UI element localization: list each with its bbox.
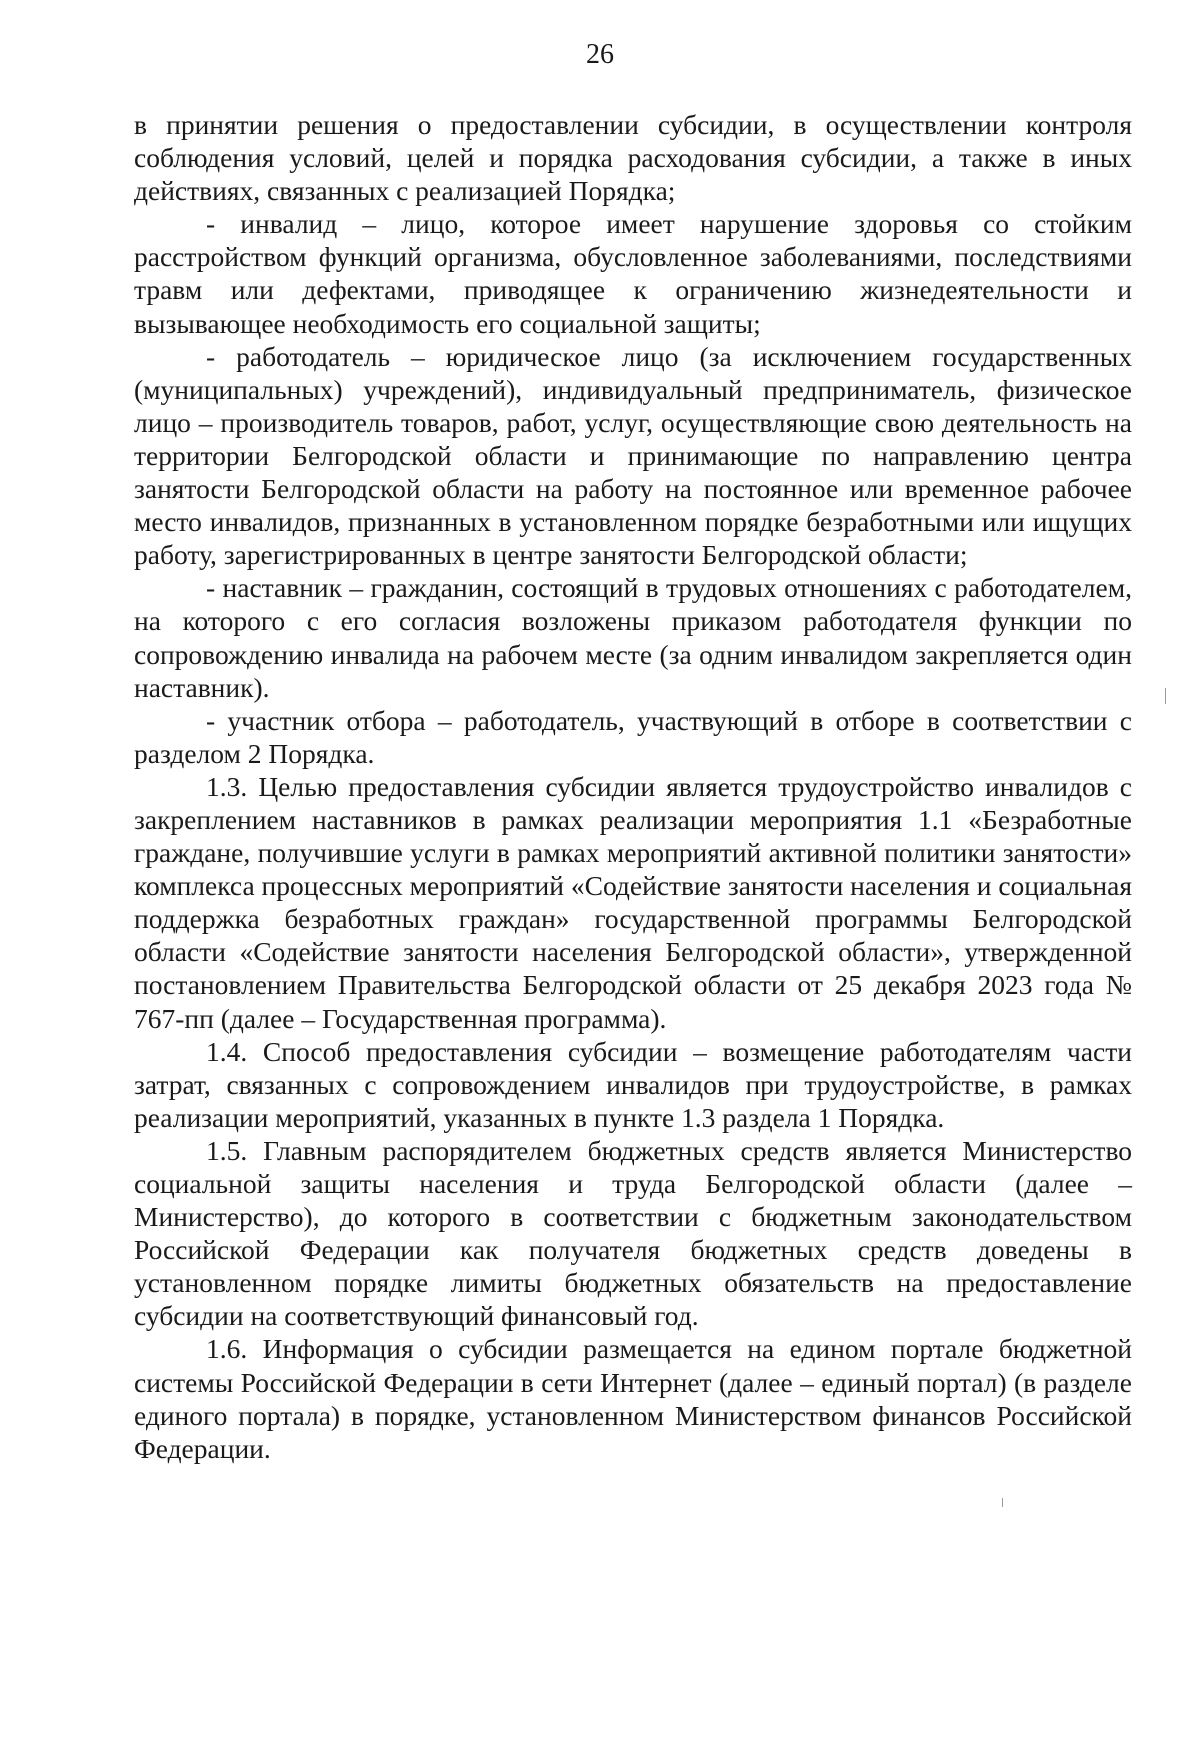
definition-selection-participant: - участник отбора – работодатель, участвующий в отборе в соответствии с разделом 2 Порядка.: [134, 704, 1132, 769]
clause-1-5: 1.5. Главным распорядителем бюджетных средств является Министерство социальной защиты населения и труда Белгородской области (далее – Министерство), до которого в соответствии с бюджетным законодательством Российской Федерации как получателя бюджетных средств доведены в установленном порядке лимиты бюджетных обязательств на предоставление субсидии на соответствующий финансовый год.: [134, 1134, 1132, 1332]
clause-1-3: 1.3. Целью предоставления субсидии является трудоустройство инвалидов с закреплением наставников в рамках реализации мероприятия 1.1 «Безработные граждане, получившие услуги в рамках мероприятий активной политики занятости» комплекса процессных мероприятий «Содействие занятости населения и социальная поддержка безработных граждан» государственной программы Белгородской области «Содействие занятости населения Белгородской области», утвержденной постановлением Правительства Белгородской области от 25 декабря 2023 года № 767-пп (далее – Государственная программа).: [134, 770, 1132, 1034]
definition-disabled-person: - инвалид – лицо, которое имеет нарушение здоровья со стойким расстройством функций организма, обусловленное заболеваниями, последствиями травм или дефектами, приводящее к ограничению жизнедеятельности и вызывающее необходимость его социальной защиты;: [134, 208, 1132, 339]
definition-employer: - работодатель – юридическое лицо (за исключением государственных (муниципальных) учреждений), индивидуальный предприниматель, физическое лицо – производитель товаров, работ, услуг, осуществляющие свою деятельность на территории Белгородской области и принимающие по направлению центра занятости Белгородской области на работу на постоянное или временное рабочее место инвалидов, признанных в установленном порядке безработными или ищущих работу, зарегистрированных в центре занятости Белгородской области;: [134, 340, 1132, 571]
clause-1-4: 1.4. Способ предоставления субсидии – возмещение работодателям части затрат, связанных с сопровождением инвалидов при трудоустройстве, в рамках реализации мероприятий, указанных в пункте 1.3 раздела 1 Порядка.: [134, 1035, 1132, 1133]
definition-mentor: - наставник – гражданин, состоящий в трудовых отношениях с работодателем, на которого с его согласия возложены приказом работодателя функции по сопровождению инвалида на рабочем месте (за одним инвалидом закрепляется один наставник).: [134, 572, 1132, 703]
document-body: [134, 108, 1132, 1465]
clause-1-6: 1.6. Информация о субсидии размещается на едином портале бюджетной системы Российской Федерации в сети Интернет (далее – единый портал) (в разделе единого портала) в порядке, установленном Министерством финансов Российской Федерации.: [134, 1333, 1132, 1464]
page-number: 26: [586, 39, 614, 70]
scan-artifact: [1165, 688, 1166, 704]
scan-artifact: [1002, 1498, 1003, 1507]
paragraph: в принятии решения о предоставлении субсидии, в осуществлении контроля соблюдения условий, целей и порядка расходования субсидии, а также в иных действиях, связанных с реализацией Порядка;: [134, 109, 1132, 207]
